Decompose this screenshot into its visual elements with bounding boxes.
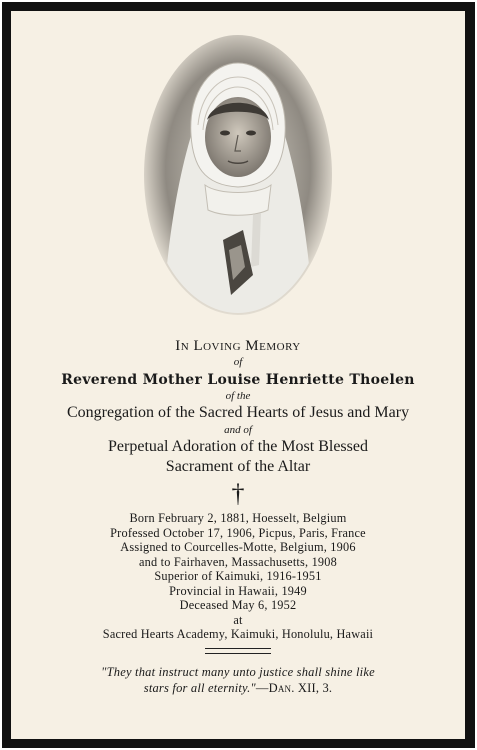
- congregation-name: Congregation of the Sacred Hearts of Jesus and Mary: [66, 404, 410, 421]
- deceased-name: Reverend Mother Louise Henriette Thoelen: [61, 372, 415, 388]
- bio-line: Assigned to Courcelles-Motte, Belgium, 1906: [120, 540, 356, 554]
- adoration-line-2: Sacrament of the Altar: [165, 458, 311, 475]
- memorial-text: [11, 337, 465, 696]
- memorial-card: [2, 2, 475, 748]
- quote-line-2-text: stars for all eternity.": [143, 680, 256, 695]
- adoration-line-1: Perpetual Adoration of the Most Blessed: [108, 438, 368, 455]
- portrait-photo: [143, 35, 333, 315]
- biography: [11, 511, 465, 642]
- quote-line-2: [31, 680, 445, 696]
- card-paper: [11, 11, 465, 739]
- of-the-label: of the: [225, 390, 251, 402]
- cross-icon: †: [231, 479, 245, 508]
- bio-line: Provincial in Hawaii, 1949: [169, 583, 307, 598]
- memorial-heading: In Loving Memory: [175, 338, 301, 354]
- and-of-label: and of: [224, 424, 252, 436]
- bio-line: at: [233, 612, 243, 627]
- bio-line: and to Fairhaven, Massachusetts, 1908: [139, 554, 337, 569]
- double-rule-divider: [205, 648, 271, 654]
- scripture-quote: [31, 664, 445, 696]
- bio-line: Deceased May 6, 1952: [179, 598, 297, 612]
- bio-line: Superior of Kaimuki, 1916-1951: [154, 569, 322, 583]
- of-label: of: [233, 356, 243, 368]
- quote-reference: —Dan. XII, 3.: [255, 680, 333, 695]
- bio-line: Professed October 17, 1906, Picpus, Paris, France: [110, 525, 366, 540]
- bio-line: Born February 2, 1881, Hoesselt, Belgium: [129, 511, 347, 525]
- bio-line: Sacred Hearts Academy, Kaimuki, Honolulu, Hawaii: [102, 627, 374, 641]
- quote-line-1: "They that instruct many unto justice shall shine like: [101, 664, 375, 679]
